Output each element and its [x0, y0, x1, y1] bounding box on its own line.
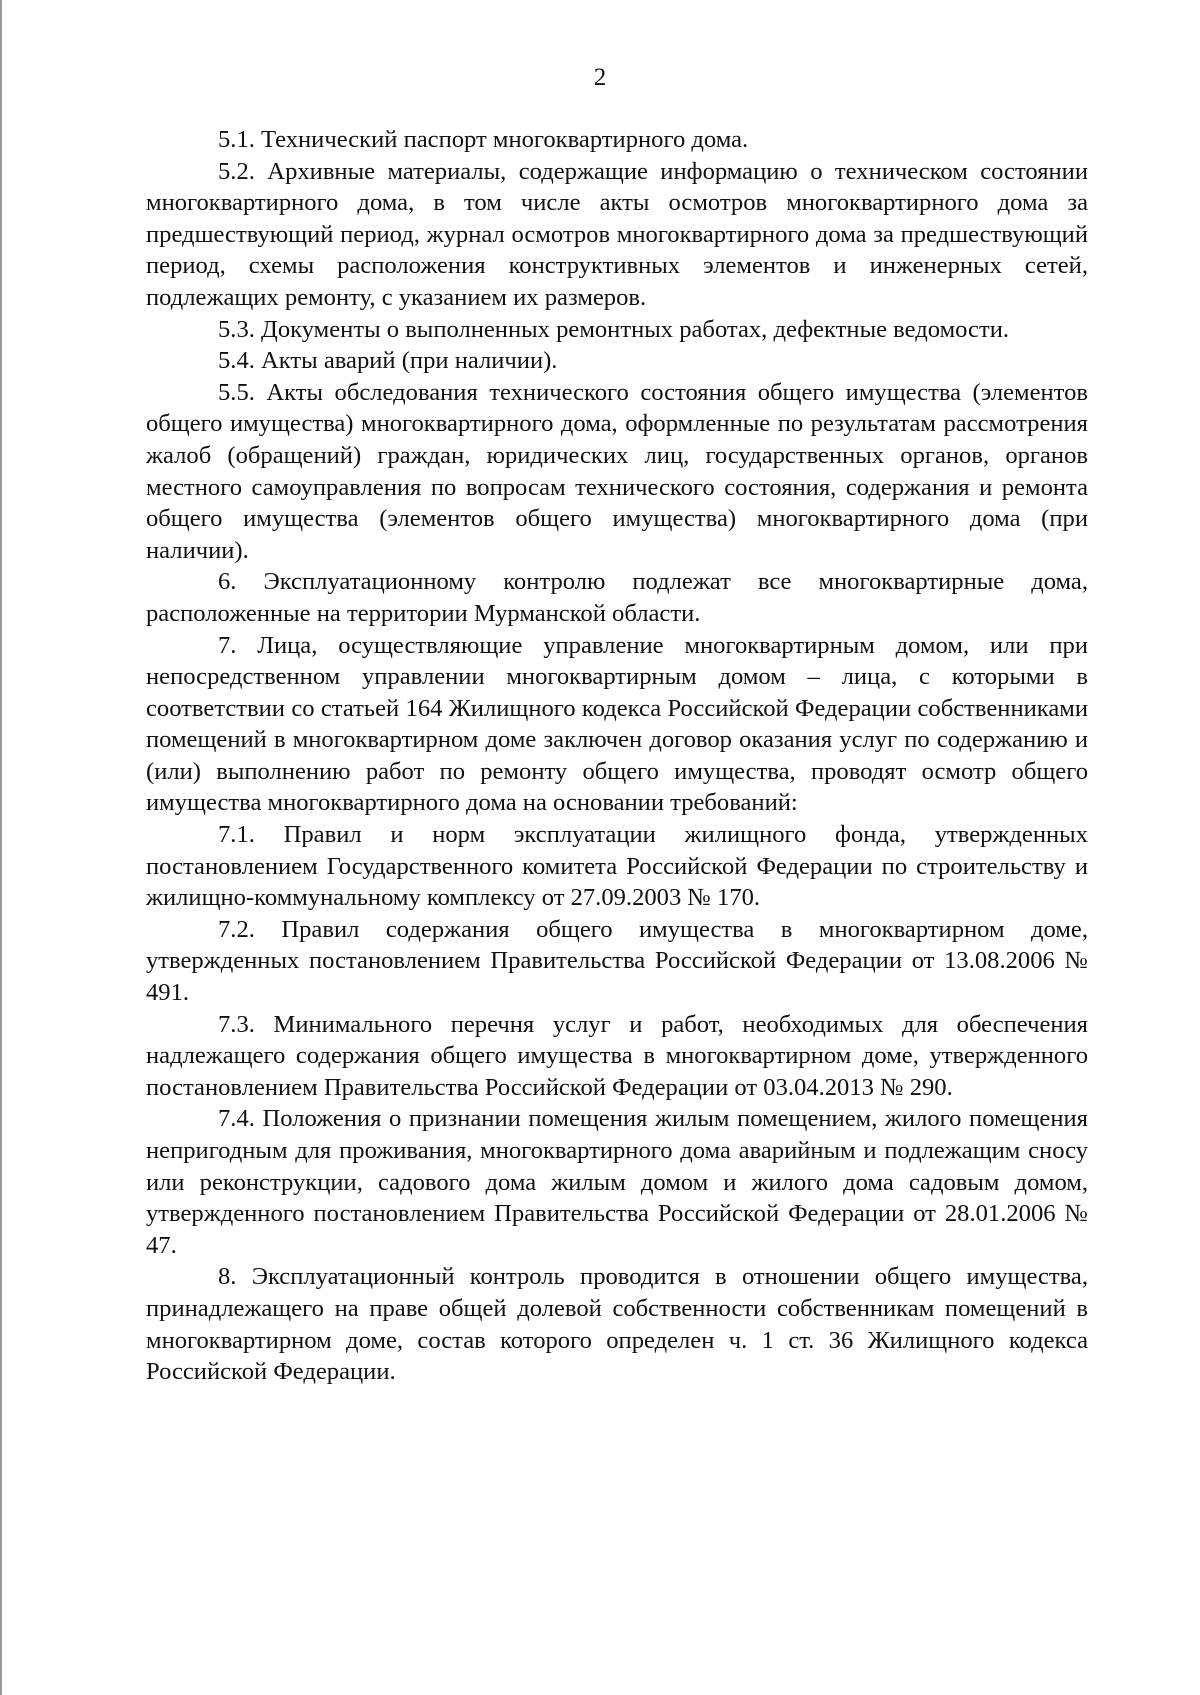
- document-body: [146, 124, 1088, 1388]
- paragraph-5-1: 5.1. Технический паспорт многоквартирного дома.: [218, 126, 749, 153]
- paragraph-5-5: 5.5. Акты обследования технического состояния общего имущества (элементов общего имущества) многоквартирного дома, оформленные по результатам рассмотрения жалоб (обращений) граждан, юридических лиц, государственных органов, органов местного самоуправления по вопросам технического состояния, содержания и ремонта общего имущества (элементов общего имущества) многоквартирного дома (при наличии).: [146, 378, 1088, 564]
- paragraph-5-4: 5.4. Акты аварий (при наличии).: [218, 347, 558, 375]
- paragraph-7-4: 7.4. Положения о признании помещения жилым помещением, жилого помещения непригодным для проживания, многоквартирного дома аварийным и подлежащим сносу или реконструкции, садового дома жилым домом и жилого дома садовым домом, утвержденного постановлением Правительства Российской Федерации от 28.01.2006 № 47.: [146, 1105, 1088, 1259]
- paragraph-8: 8. Эксплуатационный контроль проводится в отношении общего имущества, принадлежащего на праве общей долевой собственности собственникам помещений в многоквартирном доме, состав которого определен ч. 1 ст. 36 Жилищного кодекса Российской Федерации.: [146, 1263, 1088, 1386]
- paragraph-7: 7. Лица, осуществляющие управление многоквартирным домом, или при непосредственном управлении многоквартирным домом – лица, с которыми в соответствии со статьей 164 Жилищного кодекса Российской Федерации собственниками помещений в многоквартирном доме заключен договор оказания услуг по содержанию и (или) выполнению работ по ремонту общего имущества, проводят осмотр общего имущества многоквартирного дома на основании требований:: [146, 631, 1088, 817]
- paragraph-7-2: 7.2. Правил содержания общего имущества в многоквартирном доме, утвержденных постановлением Правительства Российской Федерации от 13.08.2006 № 491.: [146, 915, 1088, 1007]
- paragraph-5-3: 5.3. Документы о выполненных ремонтных работах, дефектные ведомости.: [218, 315, 1010, 343]
- paragraph-7-3: 7.3. Минимального перечня услуг и работ, необходимых для обеспечения надлежащего содержания общего имущества в многоквартирном доме, утвержденного постановлением Правительства Российской Федерации от 03.04.2013 № 290.: [146, 1010, 1088, 1101]
- paragraph-7-1: 7.1. Правил и норм эксплуатации жилищного фонда, утвержденных постановлением Государственного комитета Российской Федерации по строительству и жилищно-коммунальному комплексу от 27.09.2003 № 170.: [146, 821, 1088, 912]
- paragraph-5-2: 5.2. Архивные материалы, содержащие информацию о техническом состоянии многоквартирного дома, в том числе акты осмотров многоквартирного дома за предшествующий период, журнал осмотров многоквартирного дома за предшествующий период, схемы расположения конструктивных элементов и инженерных сетей, подлежащих ремонту, с указанием их размеров.: [146, 157, 1088, 311]
- page-number: 2: [593, 64, 607, 91]
- paragraph-6: 6. Эксплуатационному контролю подлежат все многоквартирные дома, расположенные на территории Мурманской области.: [146, 568, 1088, 627]
